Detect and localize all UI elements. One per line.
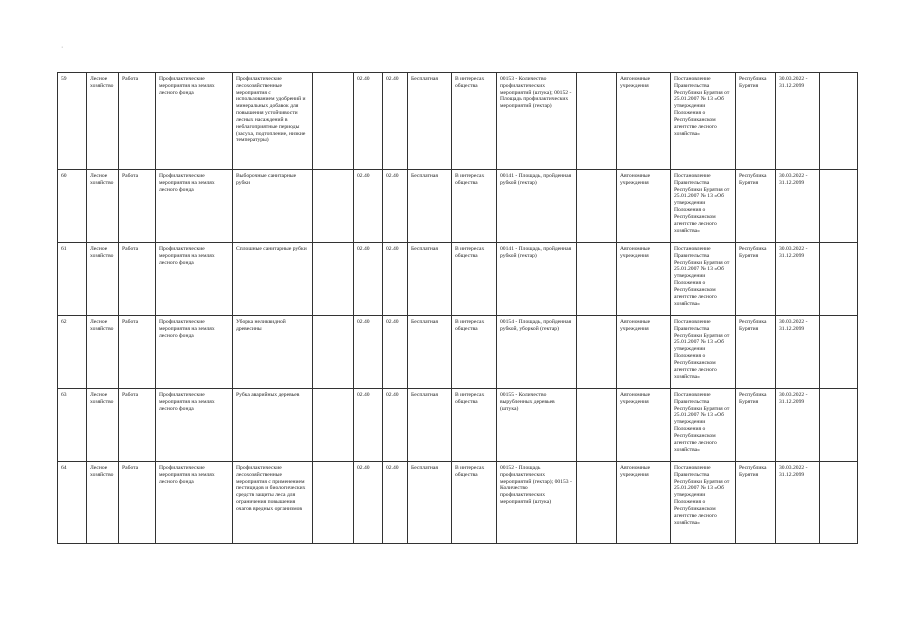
service-content: Выборочные санитарные рубки (236, 173, 297, 186)
legal-act-cell (671, 316, 736, 389)
validity-period: 30.03.2022 - 31.12.2099 (779, 76, 808, 89)
row-number-cell (58, 170, 87, 243)
blank-cell (820, 389, 858, 462)
region-cell (736, 389, 776, 462)
service-content: Уборка неликвидной древесины (236, 319, 286, 332)
row-number: 63 (61, 392, 67, 398)
row-number: 60 (61, 173, 67, 179)
region: Республика Бурятия (739, 173, 767, 186)
validity-period-cell (776, 316, 820, 389)
beneficiary-cell (452, 389, 497, 462)
sector: Лесное хозяйство (90, 246, 114, 259)
okved-1-cell (354, 73, 383, 170)
institution-type: Автономные учреждения (620, 246, 651, 259)
services-table (57, 72, 858, 544)
row-number-cell (58, 243, 87, 316)
sector-cell (87, 73, 119, 170)
volume-indicator: 00141 - Площадь, пройденная рубкой (гектар) (500, 246, 572, 259)
table-row (58, 243, 858, 316)
okved-1: 02.40 (357, 76, 370, 82)
okved-2: 02.40 (386, 173, 399, 179)
legal-act: Постановление Правительства Республики Бурятия от 25.01.2007 № 13 «Об утверждении Положения о Республиканском агентстве лесного хозяйства» (674, 76, 730, 137)
table-row (58, 316, 858, 389)
payment-cell (408, 316, 452, 389)
validity-period-cell (776, 389, 820, 462)
quality-indicator-cell (577, 243, 617, 316)
okved-2: 02.40 (386, 392, 399, 398)
row-number-cell (58, 73, 87, 170)
payment-cell (408, 462, 452, 544)
sector-cell (87, 170, 119, 243)
region-cell (736, 243, 776, 316)
volume-indicator: 00141 - Площадь, пройденная рубкой (гектар) (500, 173, 572, 186)
okved-2: 02.40 (386, 76, 399, 82)
blank-cell (820, 73, 858, 170)
institution-type-cell (617, 462, 671, 544)
condition-cell (313, 170, 354, 243)
volume-indicator-cell (497, 389, 577, 462)
type: Работа (122, 76, 139, 82)
table-row (58, 389, 858, 462)
condition-cell (313, 462, 354, 544)
beneficiary: В интересах общества (455, 319, 485, 332)
institution-type: Автономные учреждения (620, 76, 651, 89)
okved-2-cell (383, 462, 408, 544)
quality-indicator-cell (577, 316, 617, 389)
sector-cell (87, 462, 119, 544)
region-cell (736, 170, 776, 243)
volume-indicator-cell (497, 243, 577, 316)
legal-act-cell (671, 243, 736, 316)
condition-cell (313, 243, 354, 316)
condition-cell (313, 73, 354, 170)
okved-1: 02.40 (357, 319, 370, 325)
payment: Бесплатная (411, 173, 438, 179)
okved-1-cell (354, 462, 383, 544)
institution-type: Автономные учреждения (620, 392, 651, 405)
sector: Лесное хозяйство (90, 319, 114, 332)
region-cell (736, 316, 776, 389)
institution-type: Автономные учреждения (620, 465, 651, 478)
region-cell (736, 462, 776, 544)
payment: Бесплатная (411, 465, 438, 471)
blank-cell (820, 462, 858, 544)
type-cell (119, 170, 156, 243)
legal-act-cell (671, 73, 736, 170)
row-number: 62 (61, 319, 67, 325)
type: Работа (122, 392, 139, 398)
validity-period-cell (776, 462, 820, 544)
service-content-cell (233, 170, 313, 243)
condition-cell (313, 389, 354, 462)
okved-2: 02.40 (386, 246, 399, 252)
validity-period: 30.03.2022 - 31.12.2099 (779, 465, 808, 478)
volume-indicator-cell (497, 316, 577, 389)
blank-cell (820, 170, 858, 243)
payment-cell (408, 170, 452, 243)
validity-period: 30.03.2022 - 31.12.2099 (779, 319, 808, 332)
type: Работа (122, 246, 139, 252)
payment: Бесплатная (411, 246, 438, 252)
volume-indicator: 00153 - Количество профилактических мероприятий (штука); 00152 - Площадь профилактических мероприятий (гектар) (500, 76, 572, 110)
type: Работа (122, 173, 139, 179)
beneficiary-cell (452, 243, 497, 316)
okved-2: 02.40 (386, 465, 399, 471)
table-row (58, 170, 858, 243)
type-cell (119, 243, 156, 316)
legal-act-cell (671, 389, 736, 462)
beneficiary: В интересах общества (455, 76, 485, 89)
payment-cell (408, 73, 452, 170)
beneficiary-cell (452, 316, 497, 389)
service-name: Профилактические мероприятия на землях лесного фонда (159, 319, 215, 339)
okved-1-cell (354, 316, 383, 389)
payment: Бесплатная (411, 76, 438, 82)
service-name-cell (156, 170, 233, 243)
service-content: Профилактические лесохозяйственные мероприятия с использованием удобрений и минеральных добавок для повышения устойчивости лесных насаждений в неблагоприятные периоды (засуха, подтопление, низкие температуры) (236, 76, 306, 144)
volume-indicator-cell (497, 170, 577, 243)
row-number-cell (58, 389, 87, 462)
service-content-cell (233, 462, 313, 544)
sector: Лесное хозяйство (90, 392, 114, 405)
volume-indicator-cell (497, 462, 577, 544)
okved-1: 02.40 (357, 246, 370, 252)
quality-indicator-cell (577, 462, 617, 544)
row-number: 64 (61, 465, 67, 471)
quality-indicator-cell (577, 73, 617, 170)
payment: Бесплатная (411, 319, 438, 325)
validity-period-cell (776, 73, 820, 170)
service-name: Профилактические мероприятия на землях лесного фонда (159, 465, 215, 485)
beneficiary: В интересах общества (455, 392, 485, 405)
region: Республика Бурятия (739, 465, 767, 478)
institution-type: Автономные учреждения (620, 173, 651, 186)
service-content: Сплошные санитарные рубки (236, 246, 307, 252)
sector-cell (87, 243, 119, 316)
legal-act: Постановление Правительства Республики Бурятия от 25.01.2007 № 13 «Об утверждении Положения о Республиканском агентстве лесного хозяйства» (674, 465, 730, 526)
sector-cell (87, 389, 119, 462)
service-name-cell (156, 243, 233, 316)
region: Республика Бурятия (739, 319, 767, 332)
beneficiary-cell (452, 73, 497, 170)
institution-type-cell (617, 243, 671, 316)
validity-period-cell (776, 243, 820, 316)
quality-indicator-cell (577, 389, 617, 462)
beneficiary: В интересах общества (455, 246, 485, 259)
type-cell (119, 389, 156, 462)
service-name: Профилактические мероприятия на землях лесного фонда (159, 392, 215, 412)
service-name-cell (156, 73, 233, 170)
okved-1-cell (354, 243, 383, 316)
service-content-cell (233, 243, 313, 316)
okved-2: 02.40 (386, 319, 399, 325)
okved-2-cell (383, 316, 408, 389)
row-number-cell (58, 462, 87, 544)
beneficiary: В интересах общества (455, 465, 485, 478)
okved-2-cell (383, 73, 408, 170)
sector-cell (87, 316, 119, 389)
sector: Лесное хозяйство (90, 76, 114, 89)
okved-1-cell (354, 170, 383, 243)
volume-indicator: 00154 - Площадь, пройденная рубкой, уборкой (гектар) (500, 319, 572, 332)
service-name: Профилактические мероприятия на землях лесного фонда (159, 246, 215, 266)
quality-indicator-cell (577, 170, 617, 243)
type: Работа (122, 465, 139, 471)
type-cell (119, 73, 156, 170)
legal-act: Постановление Правительства Республики Бурятия от 25.01.2007 № 13 «Об утверждении Положения о Республиканском агентстве лесного хозяйства» (674, 173, 730, 234)
beneficiary: В интересах общества (455, 173, 485, 186)
service-name: Профилактические мероприятия на землях лесного фонда (159, 173, 215, 193)
sector: Лесное хозяйство (90, 465, 114, 478)
institution-type: Автономные учреждения (620, 319, 651, 332)
scan-speck: · (61, 44, 64, 51)
okved-1: 02.40 (357, 392, 370, 398)
table-row (58, 462, 858, 544)
okved-2-cell (383, 389, 408, 462)
okved-1: 02.40 (357, 465, 370, 471)
volume-indicator: 00155 - Количество вырубленных деревьев (штука) (500, 392, 555, 412)
service-name: Профилактические мероприятия на землях лесного фонда (159, 76, 215, 96)
institution-type-cell (617, 316, 671, 389)
validity-period: 30.03.2022 - 31.12.2099 (779, 246, 808, 259)
volume-indicator: 00152 - Площадь профилактических мероприятий (гектар); 00153 - Количество профилактических мероприятий (штука) (500, 465, 572, 506)
legal-act: Постановление Правительства Республики Бурятия от 25.01.2007 № 13 «Об утверждении Положения о Республиканском агентстве лесного хозяйства» (674, 319, 730, 380)
service-name-cell (156, 316, 233, 389)
type: Работа (122, 319, 139, 325)
legal-act: Постановление Правительства Республики Бурятия от 25.01.2007 № 13 «Об утверждении Положения о Республиканском агентстве лесного хозяйства» (674, 392, 730, 453)
type-cell (119, 462, 156, 544)
row-number: 59 (61, 76, 67, 82)
service-content-cell (233, 316, 313, 389)
table-row (58, 73, 858, 170)
okved-2-cell (383, 243, 408, 316)
type-cell (119, 316, 156, 389)
service-name-cell (156, 389, 233, 462)
beneficiary-cell (452, 170, 497, 243)
okved-1: 02.40 (357, 173, 370, 179)
blank-cell (820, 316, 858, 389)
validity-period: 30.03.2022 - 31.12.2099 (779, 392, 808, 405)
validity-period-cell (776, 170, 820, 243)
okved-2-cell (383, 170, 408, 243)
row-number: 61 (61, 246, 67, 252)
legal-act-cell (671, 170, 736, 243)
validity-period: 30.03.2022 - 31.12.2099 (779, 173, 808, 186)
institution-type-cell (617, 170, 671, 243)
service-content-cell (233, 73, 313, 170)
region: Республика Бурятия (739, 246, 767, 259)
legal-act-cell (671, 462, 736, 544)
payment-cell (408, 389, 452, 462)
blank-cell (820, 243, 858, 316)
institution-type-cell (617, 73, 671, 170)
institution-type-cell (617, 389, 671, 462)
okved-1-cell (354, 389, 383, 462)
payment-cell (408, 243, 452, 316)
service-content: Профилактические лесохозяйственные мероприятия с применением пестицидов и биологических средств защиты леса для ограничения повышения очагов вредных организмов (236, 465, 306, 512)
beneficiary-cell (452, 462, 497, 544)
region-cell (736, 73, 776, 170)
region: Республика Бурятия (739, 76, 767, 89)
volume-indicator-cell (497, 73, 577, 170)
region: Республика Бурятия (739, 392, 767, 405)
legal-act: Постановление Правительства Республики Бурятия от 25.01.2007 № 13 «Об утверждении Положения о Республиканском агентстве лесного хозяйства» (674, 246, 730, 307)
service-content: Рубка аварийных деревьев (236, 392, 300, 398)
sector: Лесное хозяйство (90, 173, 114, 186)
service-name-cell (156, 462, 233, 544)
row-number-cell (58, 316, 87, 389)
condition-cell (313, 316, 354, 389)
service-content-cell (233, 389, 313, 462)
payment: Бесплатная (411, 392, 438, 398)
